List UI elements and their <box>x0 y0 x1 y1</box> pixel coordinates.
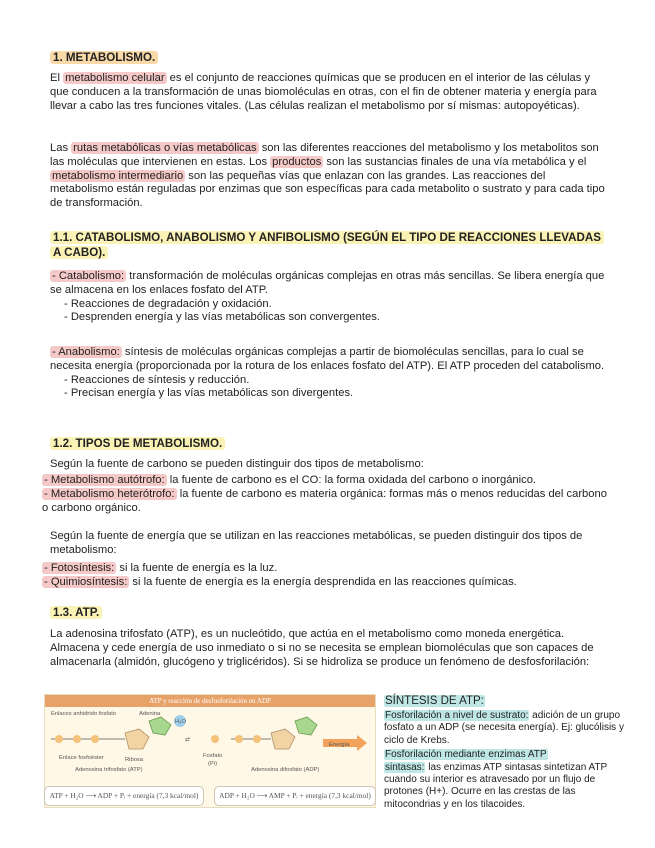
atp-phosphate-chain <box>51 735 125 743</box>
label-energia: Energía <box>329 742 350 748</box>
section-1-paragraph-2 <box>50 142 610 211</box>
tipos-energia-list <box>42 562 614 590</box>
term-metabolismo-intermediario: metabolismo intermediario <box>52 169 184 182</box>
free-phosphate <box>211 735 219 743</box>
section-1-3-title: 1.3. ATP. <box>50 606 102 619</box>
tipos-carbono-list <box>42 474 614 515</box>
anabolismo-block <box>50 346 610 401</box>
term-quimiosintesis: - Quimiosíntesis: <box>44 575 128 588</box>
term-metabolismo-celular: metabolismo celular <box>65 72 165 84</box>
text-run: El <box>50 72 64 84</box>
adp-phosphate-chain <box>231 735 271 743</box>
label-ribosa: Ribosa <box>125 757 144 763</box>
catabolismo-bullet-1: - Reacciones de degradación y oxidación. <box>64 297 272 310</box>
label-atp: Adenosina trifosfato (ATP) <box>75 767 143 773</box>
text-run: son las diferentes reacciones del metabolismo y los metabolitos son las moléculas que intervienen en estas. Los <box>50 142 599 168</box>
intro-energia: Según la fuente de energía que se utilizan en las reacciones metabólicas, se pueden distinguir dos tipos de metabolismo: <box>50 530 583 556</box>
text-run: las enzimas ATP sintasas sintetizan ATP cuando su interior es atravesado por un flujo de protones (H+). Ocurre en las crestas de las mitocondrias y en los tilacoides. <box>384 761 608 810</box>
section-1-heading <box>50 50 610 65</box>
figure-title: ATP y reacción de desfosforilación en ADP <box>45 695 375 707</box>
label-pi: (Pi) <box>208 761 218 767</box>
label-enlace-fosfoester: Enlace fosfoéster <box>59 755 104 761</box>
text-run: síntesis de moléculas orgánicas complejas a partir de biomoléculas sencillas, para lo cual se necesita energía (proporcionada por la rotura de los enlaces fosfato del ATP). El ATP proceden del catabolismo. <box>50 346 605 372</box>
section-1-3-heading <box>50 605 610 620</box>
term-metabolismo-heterotrofo: - Metabolismo heterótrofo: <box>44 487 175 500</box>
text-run: transformación de moléculas orgánicas complejas en otras más sencillas. Se libera energía que se almacena en los enlaces fosfato del ATP. <box>50 270 605 296</box>
atp-text: La adenosina trifosfato (ATP), es un nucleótido, que actúa en el metabolismo como moneda energética. Almacena y cede energía de uso inmediato o si no se necesita se emplean biomoléculas que son capaces de almacenarla (almidón, glucógeno y triglicéridos). Si se hidroliza se produce un fenómeno de desfosforilación: <box>50 628 594 668</box>
term-anabolismo: - Anabolismo: <box>52 346 120 358</box>
arrow-icon: ⇄ <box>185 737 190 743</box>
text-run: Las <box>50 142 72 154</box>
section-1-2-heading <box>50 436 610 451</box>
sintesis-atp-title: SÍNTESIS DE ATP: <box>385 695 484 707</box>
equation-adp: ADP + H₂O ⟶ AMP + Pᵢ + energía (7,3 kcal/mol) <box>214 786 376 806</box>
text-run: es el conjunto de reacciones químicas que se producen en el interior de las células y que conducen a la transformación de unas biomoléculas en otras, con el fin de obtener materia y energía para llevar a cabo las tres funciones vitales. (Las células realizan el metabolismo por sí mismas: autopoyéticas). <box>50 72 597 112</box>
catabolismo-bullet-2: - Desprenden energía y las vías metabólicas son convergentes. <box>64 311 380 324</box>
term-sintasas: sintasas: <box>385 761 425 773</box>
equation-atp: ATP + H₂O ⟶ ADP + Pᵢ + energía (7,3 kcal/mol) <box>44 786 204 806</box>
section-1-2-title: 1.2. TIPOS DE METABOLISMO. <box>50 437 225 450</box>
tipos-energia-intro <box>50 530 610 558</box>
term-productos: productos <box>272 155 322 168</box>
term-fotosintesis: - Fotosíntesis: <box>44 562 115 574</box>
atp-diagram <box>45 707 375 783</box>
label-enlaces-anhidrido: Enlaces anhidrido fosfato <box>51 711 117 717</box>
text-run: si la fuente de energía es la energía desprendida en las reacciones químicas. <box>129 575 517 588</box>
label-adp: Adenosina difosfato (ADP) <box>251 767 320 773</box>
tipos-carbono-intro <box>50 458 610 472</box>
sintesis-atp-block <box>384 694 624 811</box>
atp-paragraph <box>50 628 610 669</box>
label-fosfato: Fosfato <box>203 753 223 759</box>
term-rutas-metabolicas: rutas metabólicas o vías metabólicas <box>73 142 257 154</box>
section-1-title: 1. METABOLISMO. <box>50 51 158 64</box>
label-adenina: Adenina <box>139 711 161 717</box>
label-h2o: H₂O <box>175 719 186 725</box>
text-run: adición de un grupo fosfato a un ADP (se necesita energía). Ej: glucólisis y ciclo de Krebs. <box>384 710 624 746</box>
intro-carbono: Según la fuente de carbono se pueden distinguir dos tipos de metabolismo: <box>50 458 424 470</box>
term-fosforilacion-sustrato: Fosforilación a nivel de sustrato: <box>385 710 529 721</box>
text-run: son las pequeñas vías que enlazan con las grandes. Las reacciones del metabolismo están reguladas por enzimas que son específicas para cada metabolito o sustrato y para cada tipo de transformación. <box>50 169 605 210</box>
section-1-paragraph-1 <box>50 72 610 113</box>
text-run: la fuente de carbono es el CO: la forma oxidada del carbono o inorgánico. <box>166 474 537 486</box>
text-run: si la fuente de energía es la luz. <box>116 562 278 574</box>
term-metabolismo-autotrofo: - Metabolismo autótrofo: <box>44 474 165 486</box>
anabolismo-bullet-1: - Reacciones de síntesis y reducción. <box>64 373 250 386</box>
term-fosforilacion-atp-sintasas: Fosforilación mediante enzimas ATP <box>385 749 547 761</box>
anabolismo-bullet-2: - Precisan energía y las vías metabólicas son divergentes. <box>64 387 354 400</box>
section-1-1-title: 1.1. CATABOLISMO, ANABOLISMO Y ANFIBOLISMO (SEGÚN EL TIPO DE REACCIONES LLEVADAS A CABO). <box>50 231 604 259</box>
catabolismo-block <box>50 270 610 325</box>
text-run: son las sustancias finales de una vía metabólica y el <box>323 155 587 168</box>
adp-ribose <box>271 729 295 749</box>
text-run: la fuente de carbono es materia orgánica: formas más o menos reducidas del carbono o carbono orgánico. <box>42 487 607 514</box>
section-1-1-heading <box>50 230 610 260</box>
adp-adenine <box>295 717 317 735</box>
atp-adenine <box>149 717 171 735</box>
atp-ribose <box>125 729 149 749</box>
term-catabolismo: - Catabolismo: <box>52 270 125 282</box>
